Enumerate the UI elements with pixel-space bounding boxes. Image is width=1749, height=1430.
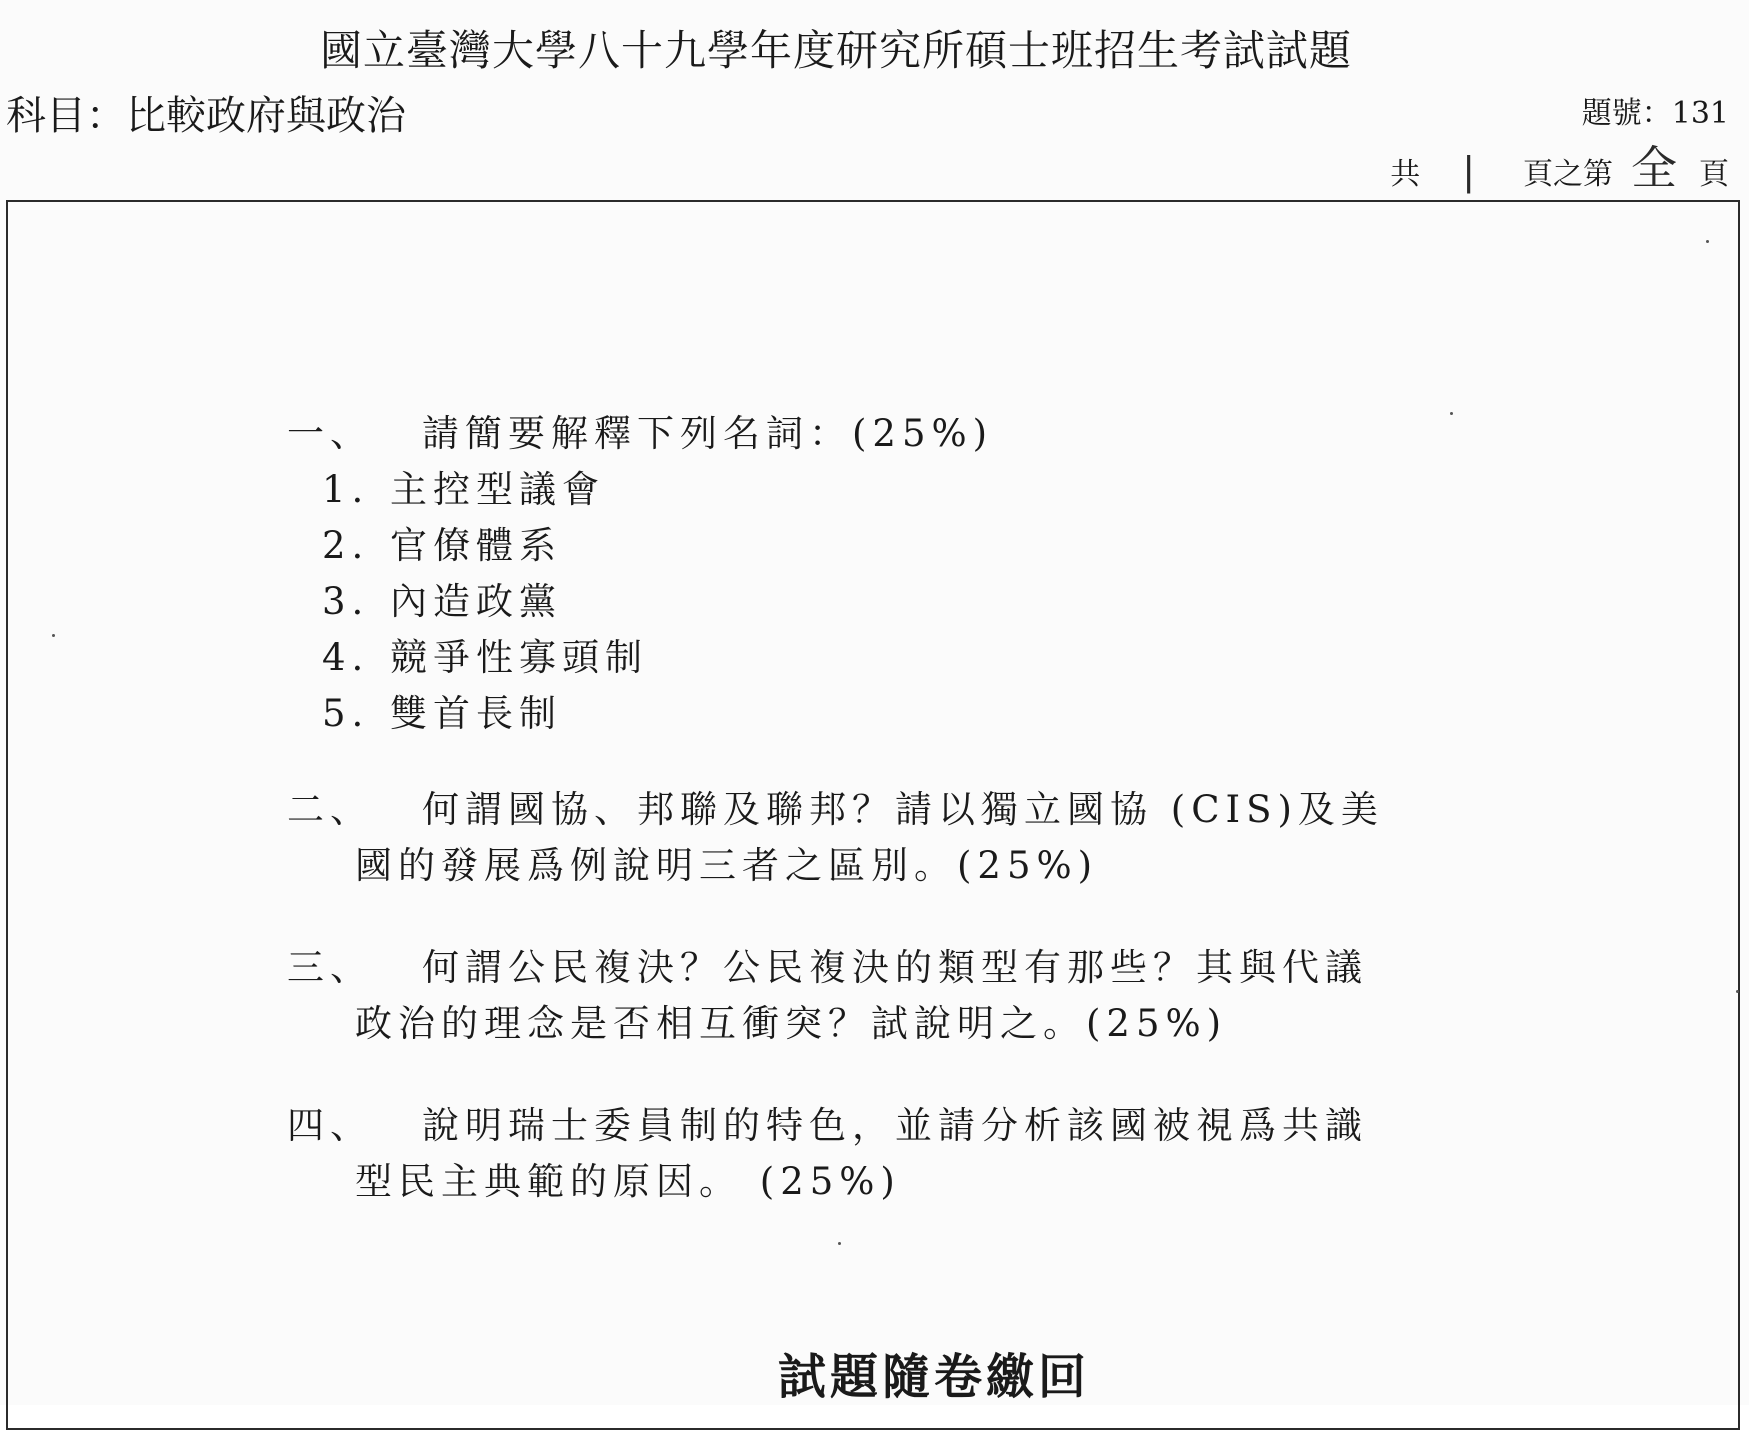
question-mark: 三、 [287, 946, 373, 989]
question-number: 題號：131 [1581, 96, 1729, 131]
list-item [287, 518, 993, 574]
question-mark: 四、 [287, 1104, 373, 1147]
list-item [287, 630, 993, 686]
scan-speck [52, 634, 55, 637]
item-text: 競爭性寡頭制 [390, 636, 648, 679]
question-mark: 二、 [287, 788, 373, 831]
subject-label: 科目：比較政府與政治 [6, 93, 406, 139]
question-1 [287, 406, 993, 742]
item-text: 官僚體系 [390, 524, 562, 567]
question-text-continued: 型民主典範的原因。 (25%) [355, 1160, 901, 1203]
question-3 [287, 940, 1368, 1052]
page-total-prefix: 共 [1390, 157, 1421, 192]
scan-speck [1706, 240, 1709, 243]
item-number: 4. [322, 636, 370, 679]
page-suffix: 頁 [1699, 157, 1729, 192]
question-text: 請簡要解釋下列名詞：(25%) [422, 412, 994, 455]
question-mark: 一、 [287, 412, 373, 455]
list-item [287, 686, 993, 742]
question-text: 說明瑞士委員制的特色，並請分析該國被視爲共識 [422, 1104, 1368, 1147]
question-4 [287, 1098, 1368, 1210]
page-total-value: | [1462, 149, 1475, 193]
scan-speck [1450, 412, 1453, 415]
question-text: 何謂國協、邦聯及聯邦？請以獨立國協 (CIS)及美 [422, 788, 1384, 831]
page-of-label: 頁之第 [1523, 157, 1613, 192]
item-number: 5. [322, 692, 370, 735]
page-current-handwritten: 全 [1631, 141, 1677, 195]
question-text: 何謂公民複決？公民複決的類型有那些？其與代議 [422, 946, 1368, 989]
list-item [287, 462, 993, 518]
item-text: 雙首長制 [390, 692, 562, 735]
question-text-continued: 政治的理念是否相互衝突？試說明之。(25%) [355, 1002, 1228, 1045]
item-number: 3. [322, 580, 370, 623]
return-notice: 試題隨卷繳回 [778, 1349, 1091, 1405]
item-text: 內造政黨 [390, 580, 562, 623]
question-text-continued: 國的發展爲例說明三者之區別。(25%) [355, 844, 1099, 887]
page-info [1390, 138, 1729, 204]
scan-speck [838, 1242, 841, 1245]
list-item [287, 574, 993, 630]
item-number: 1. [322, 468, 370, 511]
item-number: 2. [322, 524, 370, 567]
item-text: 主控型議會 [390, 468, 605, 511]
scan-speck [1736, 990, 1739, 993]
question-2 [287, 782, 1384, 894]
exam-title: 國立臺灣大學八十九學年度研究所碩士班招生考試試題 [320, 26, 1353, 75]
